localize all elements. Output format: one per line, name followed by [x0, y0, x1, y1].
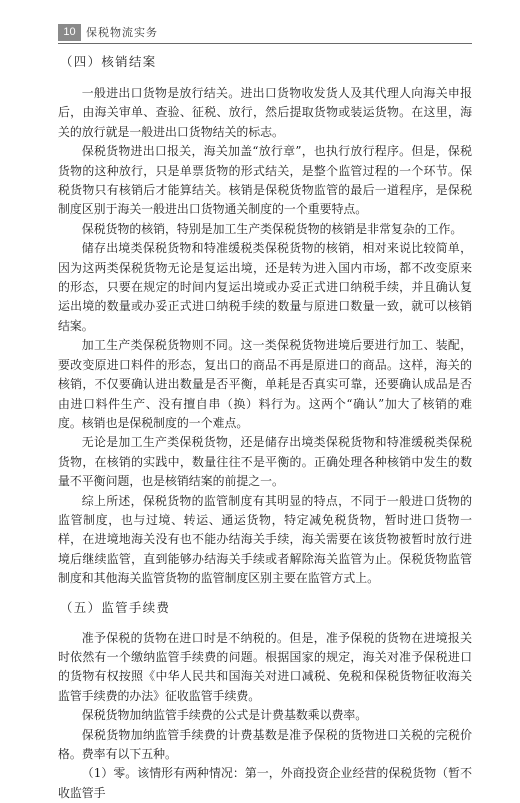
body-paragraph: 保税货物进出口报关，海关加盖“放行章”，也执行放行程序。但是，保税货物的这种放行，只是单票货物的形式结关，是整个监管过程的一个环节。保税货物只有核销后才能算结关。核销是保税货物监管的最后一道程序，是保税制度区别于海关一般进出口货物通关制度的一个重要特点。: [58, 144, 472, 217]
body-paragraph: 保税货物加纳监管手续费的公式是计费基数乘以费率。: [81, 708, 368, 723]
page-number: 10: [58, 24, 81, 41]
section-heading: （五）监管手续费: [60, 599, 171, 615]
body-paragraph: 保税货物的核销，特别是加工生产类保税货物的核销是非常复杂的工作。: [81, 221, 463, 236]
body-paragraph: 加工生产类保税货物则不同。这一类保税货物进境后要进行加工、装配，要改变原进口料件的形态，复出口的商品不再是原进口的商品。这样，海关的核销，不仅要确认进出数量是否平衡，单耗是否真实可靠，还要确认成品是否由进口料件生产、没有擅自串（换）料行为。这两个“确认”加大了核销的难度。核销也是保税制度的一个难点。: [58, 338, 472, 430]
body-paragraph: （1）零。该情形有两种情况：第一，外商投资企业经营的保税货物（暂不收监管手: [58, 766, 472, 800]
body-paragraph: 一般进出口货物是放行结关。进出口货物收发货人及其代理人向海关申报后，由海关审单、查验、征税、放行，然后提取货物或装运货物。在这里，海关的放行就是一般进出口货物结关的标志。: [58, 86, 472, 139]
body-paragraph: 储存出境类保税货物和特准缓税类保税货物的核销，相对来说比较简单，因为这两类保税货物无论是复运出境，还是转为进入国内市场，都不改变原来的形态，只要在规定的时间内复运出境或办妥正式进口纳税手续，并且确认复运出境的数量或办妥正式进口纳税手续的数量与原进口数量一致，就可以核销结案。: [58, 241, 472, 333]
page-body: [58, 52, 472, 803]
running-title: 保税物流实务: [86, 26, 158, 39]
body-paragraph: 准予保税的货物在进口时是不纳税的。但是，准予保税的货物在进境报关时依然有一个缴纳监管手续费的问题。根据国家的规定，海关对准予保税进口的货物有权按照《中华人民共和国海关对进口减税、免税和保税货物征收海关监管手续费的办法》征收监管手续费。: [58, 630, 472, 703]
body-paragraph: 保税货物加纳监管手续费的计费基数是准予保税的货物进口关税的完税价格。费率有以下五种。: [58, 727, 472, 761]
body-paragraph: 综上所述，保税货物的监管制度有其明显的特点，不同于一般进口货物的监管制度，也与过境、转运、通运货物，特定减免税货物，暂时进口货物一样，在进境地海关没有也不能办结海关手续，海关需要在该货物被暂时放行进境后继续监管，直到能够办结海关手续或者解除海关监管为止。保税货物监管制度和其他海关监管货物的监管制度区别主要在监管方式上。: [58, 493, 472, 586]
body-paragraph: 无论是加工生产类保税货物，还是储存出境类保税货物和特准缓税类保税货物，在核销的实践中，数量往往不是平衡的。正确处理各种核销中发生的数量不平衡问题，也是核销结案的前提之一。: [58, 435, 472, 489]
page-header: [58, 24, 472, 44]
section-heading: （四）核销结案: [60, 54, 157, 69]
